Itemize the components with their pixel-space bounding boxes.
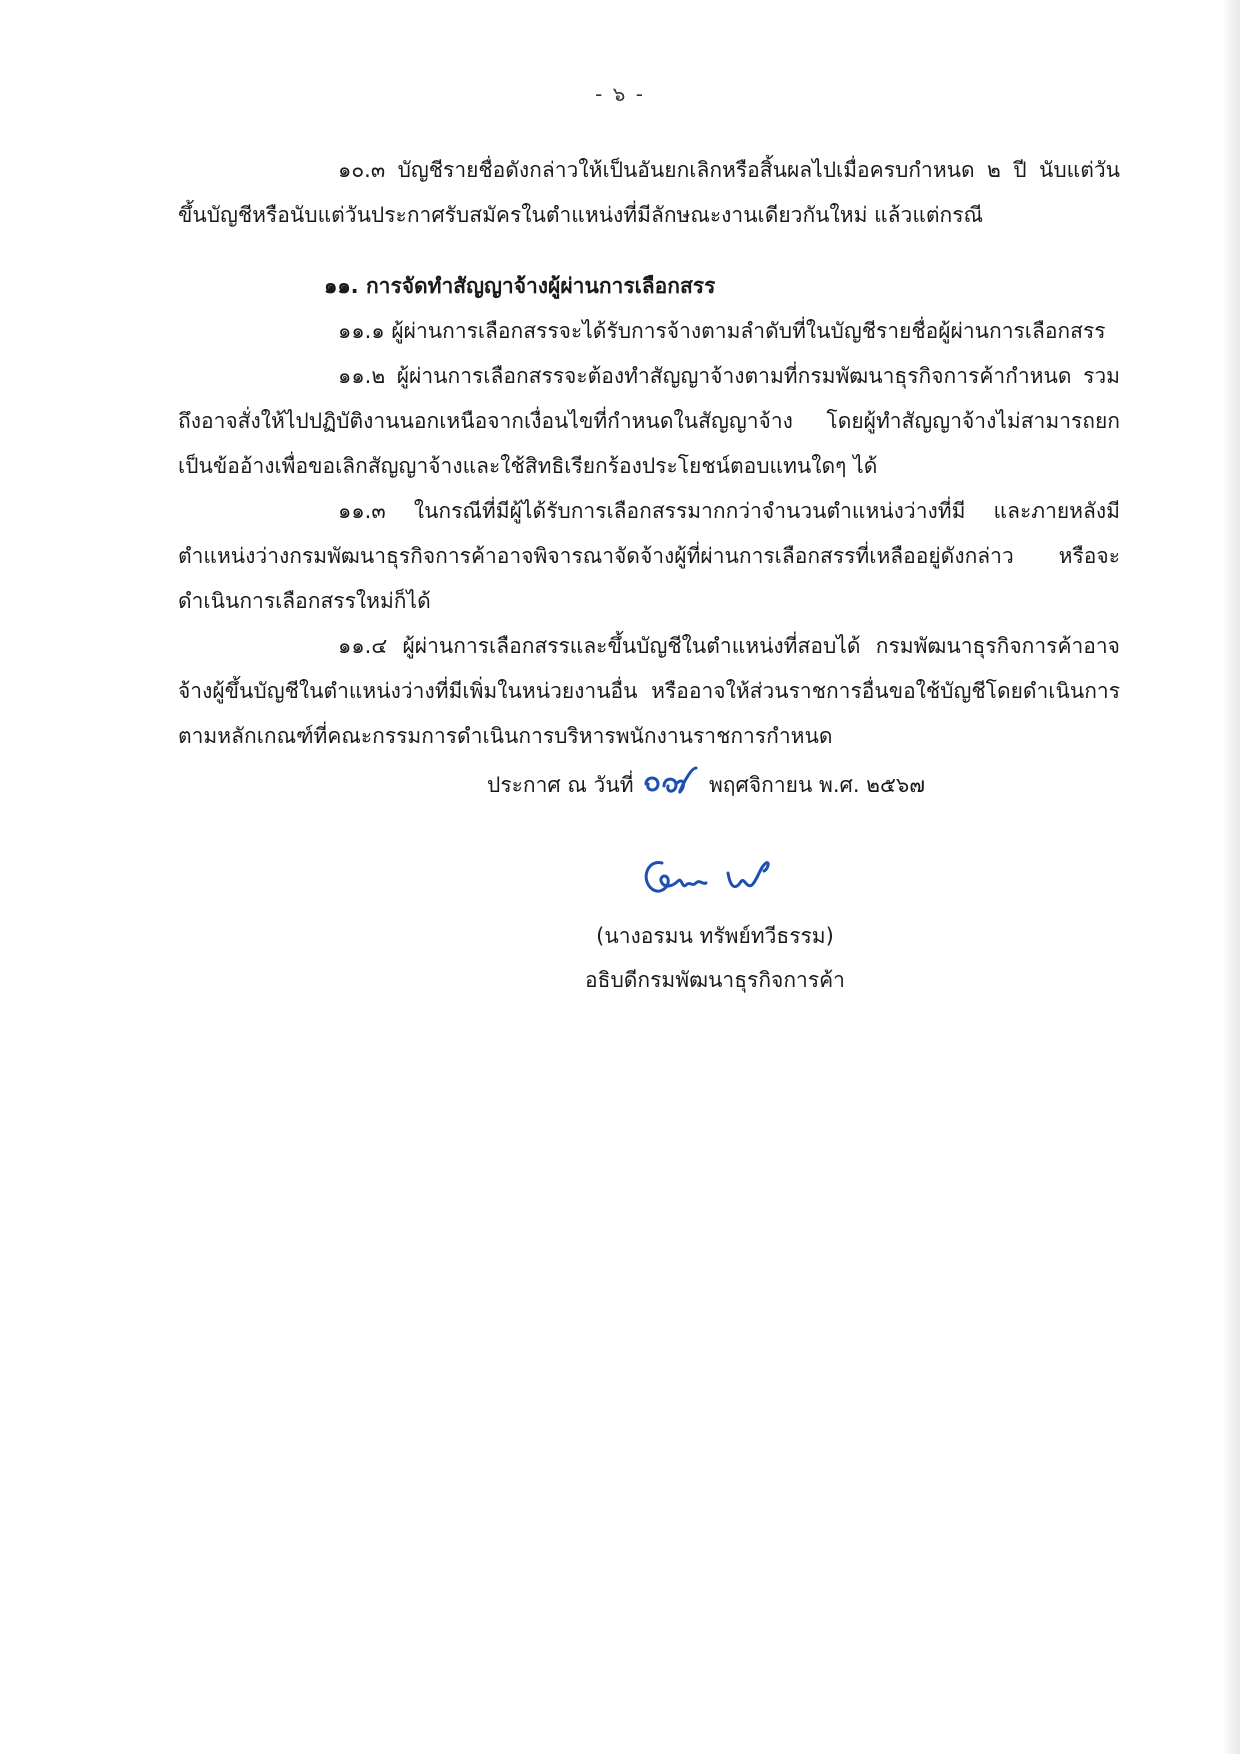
spacer: [178, 238, 1120, 251]
signer-block: [0, 914, 1240, 1002]
paragraph-10-3: ๑๐.๓ บัญชีรายชื่อดังกล่าวให้เป็นอันยกเลิกหรือสิ้นผลไปเมื่อครบกำหนด ๒ ปี นับแต่วันขึ้นบัญชีหรือนับแต่วันประกาศรับสมัครในตำแหน่งที่มีลักษณะงานเดียวกันใหม่ แล้วแต่กรณี: [178, 158, 1120, 227]
announcement-day-handwritten: [640, 766, 702, 800]
section-11-heading: ๑๑. การจัดทำสัญญาจ้างผู้ผ่านการเลือกสรร: [324, 274, 716, 298]
announcement-month-year: พฤศจิกายน พ.ศ. ๒๕๖๗: [708, 773, 926, 797]
signature-handwritten: [630, 845, 790, 915]
paragraph-11-3: ๑๑.๓ ในกรณีที่มีผู้ได้รับการเลือกสรรมากกว่าจำนวนตำแหน่งว่างที่มี และภายหลังมีตำแหน่งว่างกรมพัฒนาธุรกิจการค้าอาจพิจารณาจัดจ้างผู้ที่ผ่านการเลือกสรรที่เหลืออยู่ดังกล่าว หรือจะดำเนินการเลือกสรรใหม่ก็ได้: [178, 499, 1120, 613]
signer-name: (นางอรมน ทรัพย์ทวีธรรม): [596, 924, 834, 948]
signer-title: อธิบดีกรมพัฒนาธุรกิจการค้า: [585, 968, 845, 992]
announcement-date: [487, 766, 925, 802]
paragraph-11-2: ๑๑.๒ ผู้ผ่านการเลือกสรรจะต้องทำสัญญาจ้างตามที่กรมพัฒนาธุรกิจการค้ากำหนด รวมถึงอาจสั่งให้ไปปฏิบัติงานนอกเหนือจากเงื่อนไขที่กำหนดในสัญญาจ้าง โดยผู้ทำสัญญาจ้างไม่สามารถยกเป็นข้ออ้างเพื่อขอเลิกสัญญาจ้างและใช้สิทธิเรียกร้องประโยชน์ตอบแทนใดๆ ได้: [178, 364, 1120, 478]
announcement-prefix: ประกาศ ณ วันที่: [487, 773, 634, 797]
page-number: - ๖ -: [595, 82, 645, 106]
paragraph-11-4: ๑๑.๔ ผู้ผ่านการเลือกสรรและขึ้นบัญชีในตำแหน่งที่สอบได้ กรมพัฒนาธุรกิจการค้าอาจจ้างผู้ขึ้นบัญชีในตำแหน่งว่างที่มีเพิ่มในหน่วยงานอื่น หรืออาจให้ส่วนราชการอื่นขอใช้บัญชีโดยดำเนินการตามหลักเกณฑ์ที่คณะกรรมการดำเนินการบริหารพนักงานราชการกำหนด: [178, 634, 1120, 748]
document-body: [178, 148, 1120, 759]
paragraph-11-1: ๑๑.๑ ผู้ผ่านการเลือกสรรจะได้รับการจ้างตามลำดับที่ในบัญชีรายชื่อผู้ผ่านการเลือกสรร: [338, 319, 1106, 343]
scan-edge-shadow: [1222, 0, 1240, 1754]
